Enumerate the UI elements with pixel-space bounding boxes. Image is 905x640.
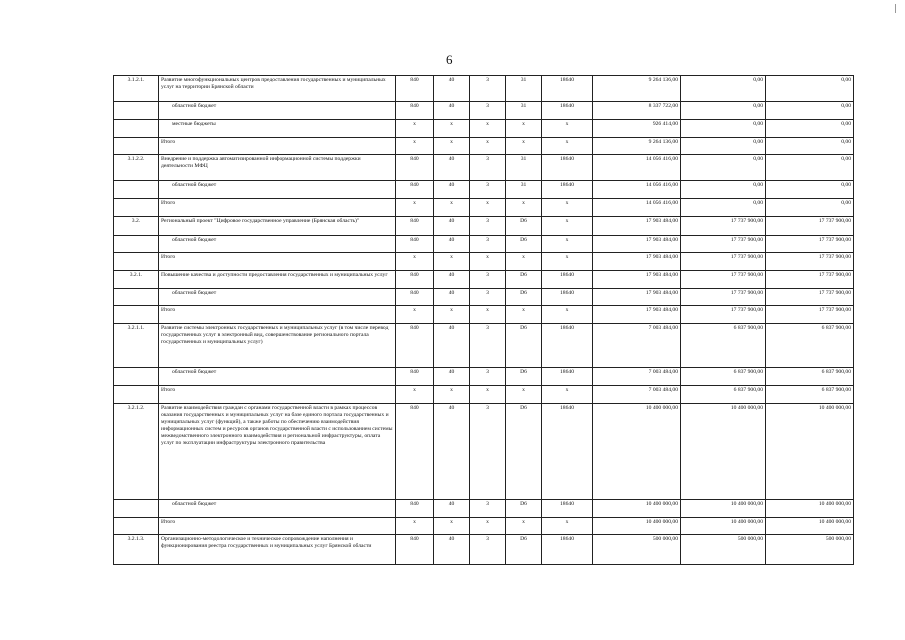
value-year-2: 0,00 <box>681 155 766 181</box>
code-subsection: 3 <box>470 217 506 236</box>
table-row <box>114 306 854 324</box>
code-subsection: 3 <box>470 155 506 181</box>
code-expense: x <box>542 120 593 138</box>
row-name: областной бюджет <box>159 181 396 199</box>
code-ministry: 840 <box>396 217 434 236</box>
value-year-1: 9 264 136,00 <box>593 138 681 155</box>
table-row <box>114 271 854 289</box>
code-subsection: 3 <box>470 181 506 199</box>
code-ministry: 840 <box>396 102 434 120</box>
code-subsection: x <box>470 199 506 217</box>
code-section: 40 <box>434 271 470 289</box>
code-ministry: 840 <box>396 535 434 565</box>
table-row <box>114 76 854 102</box>
code-subsection: x <box>470 306 506 324</box>
code-expense: x <box>542 518 593 535</box>
value-year-2: 10 400 000,00 <box>681 404 766 500</box>
code-subsection: 3 <box>470 102 506 120</box>
table-row <box>114 120 854 138</box>
table-row <box>114 138 854 155</box>
value-year-1: 9 264 136,00 <box>593 76 681 102</box>
row-number: 3.1.2.2. <box>114 155 159 181</box>
row-number: 3.2.1.3. <box>114 535 159 565</box>
scan-edge-mark <box>895 4 896 13</box>
row-number <box>114 368 159 386</box>
code-section: 40 <box>434 236 470 253</box>
value-year-1: 7 003 484,00 <box>593 324 681 368</box>
value-year-2: 10 400 000,00 <box>681 500 766 518</box>
value-year-3: 17 737 900,00 <box>766 253 854 271</box>
row-number <box>114 306 159 324</box>
code-expense: 18640 <box>542 500 593 518</box>
value-year-3: 500 000,00 <box>766 535 854 565</box>
table-row <box>114 253 854 271</box>
row-number <box>114 386 159 404</box>
row-name: Региональный проект "Цифровое государственное управление (Брянская область)" <box>159 217 396 236</box>
value-year-3: 6 837 900,00 <box>766 324 854 368</box>
code-ministry: 840 <box>396 271 434 289</box>
row-number <box>114 199 159 217</box>
code-ministry: 840 <box>396 236 434 253</box>
row-name: областной бюджет <box>159 500 396 518</box>
code-section: 40 <box>434 404 470 500</box>
row-name: Итого <box>159 253 396 271</box>
code-section: 40 <box>434 76 470 102</box>
table-row <box>114 518 854 535</box>
code-section: x <box>434 306 470 324</box>
row-name: Итого <box>159 386 396 404</box>
code-subsection: x <box>470 120 506 138</box>
row-number <box>114 500 159 518</box>
code-expense: 18640 <box>542 404 593 500</box>
value-year-2: 6 837 900,00 <box>681 386 766 404</box>
code-section: x <box>434 253 470 271</box>
value-year-3: 0,00 <box>766 120 854 138</box>
code-subsection: 3 <box>470 404 506 500</box>
value-year-3: 10 400 000,00 <box>766 500 854 518</box>
value-year-1: 14 056 416,00 <box>593 181 681 199</box>
code-subsection: 3 <box>470 76 506 102</box>
table-row <box>114 500 854 518</box>
code-expense: 18640 <box>542 368 593 386</box>
code-article: 31 <box>506 181 542 199</box>
value-year-1: 10 400 000,00 <box>593 500 681 518</box>
value-year-2: 0,00 <box>681 76 766 102</box>
value-year-1: 14 056 416,00 <box>593 199 681 217</box>
value-year-3: 10 400 000,00 <box>766 404 854 500</box>
value-year-1: 10 400 000,00 <box>593 404 681 500</box>
value-year-2: 0,00 <box>681 181 766 199</box>
row-name: областной бюджет <box>159 289 396 306</box>
value-year-3: 0,00 <box>766 155 854 181</box>
row-name: Итого <box>159 306 396 324</box>
table-row <box>114 155 854 181</box>
code-section: 40 <box>434 102 470 120</box>
budget-table <box>113 75 854 565</box>
code-ministry: x <box>396 518 434 535</box>
code-expense: 18640 <box>542 289 593 306</box>
row-name: областной бюджет <box>159 368 396 386</box>
code-ministry: x <box>396 120 434 138</box>
code-ministry: x <box>396 138 434 155</box>
code-expense: 18640 <box>542 324 593 368</box>
value-year-1: 17 903 484,00 <box>593 217 681 236</box>
row-name: местные бюджеты <box>159 120 396 138</box>
code-subsection: 3 <box>470 324 506 368</box>
code-article: x <box>506 138 542 155</box>
table-row <box>114 404 854 500</box>
table-row <box>114 324 854 368</box>
value-year-2: 0,00 <box>681 199 766 217</box>
code-subsection: 3 <box>470 271 506 289</box>
row-name: Развитие взаимодействия граждан с органами государственной власти в рамках процессов оказания государственных и муниципальных услуг на базе единого портала государственных и муниципальных услуг (функций), а также работы по обеспечению взаимодействия информационных систем и ресурсов органов государственной власти с использованием системы межведомственного электронного взаимодействия и региональной инфраструктуры, оплата услуг по эксплуатации инфраструктуры электронного правительства <box>159 404 396 500</box>
table-row <box>114 217 854 236</box>
row-number <box>114 253 159 271</box>
code-article: D6 <box>506 236 542 253</box>
table-row <box>114 368 854 386</box>
value-year-2: 17 737 900,00 <box>681 289 766 306</box>
row-number: 3.2.1.1. <box>114 324 159 368</box>
row-name: Итого <box>159 518 396 535</box>
code-expense: x <box>542 306 593 324</box>
code-section: 40 <box>434 535 470 565</box>
code-ministry: x <box>396 386 434 404</box>
code-ministry: 840 <box>396 324 434 368</box>
code-expense: 18640 <box>542 535 593 565</box>
table-row <box>114 236 854 253</box>
value-year-3: 17 737 900,00 <box>766 271 854 289</box>
row-number: 3.2.1. <box>114 271 159 289</box>
value-year-1: 7 003 484,00 <box>593 368 681 386</box>
row-name: Организационно-методологическое и техническое сопровождение наполнения и функционирования реестра государственных и муниципальных услуг Брянской области <box>159 535 396 565</box>
code-article: 31 <box>506 155 542 181</box>
code-expense: 18640 <box>542 102 593 120</box>
code-ministry: 840 <box>396 289 434 306</box>
value-year-2: 17 737 900,00 <box>681 271 766 289</box>
value-year-3: 0,00 <box>766 138 854 155</box>
code-article: D6 <box>506 324 542 368</box>
value-year-3: 6 837 900,00 <box>766 368 854 386</box>
code-article: x <box>506 386 542 404</box>
value-year-3: 0,00 <box>766 76 854 102</box>
code-section: x <box>434 199 470 217</box>
value-year-2: 0,00 <box>681 138 766 155</box>
row-name: Развитие системы электронных государственных и муниципальных услуг (в том числе перевод государственных услуг в электронный вид, совершенствование регионального портала государственных и муниципальных услуг) <box>159 324 396 368</box>
code-article: D6 <box>506 368 542 386</box>
code-section: 40 <box>434 289 470 306</box>
code-expense: 18640 <box>542 76 593 102</box>
row-number <box>114 181 159 199</box>
code-subsection: x <box>470 253 506 271</box>
table-row <box>114 386 854 404</box>
code-section: 40 <box>434 368 470 386</box>
code-article: D6 <box>506 535 542 565</box>
code-article: D6 <box>506 404 542 500</box>
code-section: 40 <box>434 155 470 181</box>
code-article: x <box>506 306 542 324</box>
value-year-3: 10 400 000,00 <box>766 518 854 535</box>
value-year-1: 8 337 722,00 <box>593 102 681 120</box>
code-ministry: 840 <box>396 181 434 199</box>
row-number <box>114 236 159 253</box>
code-subsection: x <box>470 138 506 155</box>
code-article: D6 <box>506 217 542 236</box>
table-row <box>114 289 854 306</box>
value-year-2: 17 737 900,00 <box>681 306 766 324</box>
code-article: x <box>506 253 542 271</box>
code-ministry: x <box>396 199 434 217</box>
code-expense: 18640 <box>542 181 593 199</box>
code-article: 31 <box>506 102 542 120</box>
code-expense: x <box>542 199 593 217</box>
row-number <box>114 289 159 306</box>
value-year-1: 7 003 484,00 <box>593 386 681 404</box>
row-name: Итого <box>159 199 396 217</box>
value-year-2: 10 400 000,00 <box>681 518 766 535</box>
code-section: 40 <box>434 217 470 236</box>
row-number: 3.2. <box>114 217 159 236</box>
row-number: 3.2.1.2. <box>114 404 159 500</box>
row-number <box>114 138 159 155</box>
code-subsection: 3 <box>470 368 506 386</box>
row-number: 3.1.2.1. <box>114 76 159 102</box>
code-article: 31 <box>506 76 542 102</box>
code-article: x <box>506 199 542 217</box>
table-row <box>114 535 854 565</box>
code-section: 40 <box>434 500 470 518</box>
code-article: D6 <box>506 289 542 306</box>
value-year-2: 17 737 900,00 <box>681 253 766 271</box>
value-year-3: 17 737 900,00 <box>766 306 854 324</box>
value-year-1: 926 414,00 <box>593 120 681 138</box>
code-section: 40 <box>434 181 470 199</box>
code-ministry: 840 <box>396 76 434 102</box>
value-year-1: 10 400 000,00 <box>593 518 681 535</box>
row-name: областной бюджет <box>159 236 396 253</box>
table-row <box>114 181 854 199</box>
value-year-3: 0,00 <box>766 181 854 199</box>
row-name: Развитие многофункциональных центров предоставления государственных и муниципальных услуг на территории Брянской области <box>159 76 396 102</box>
code-ministry: 840 <box>396 404 434 500</box>
code-expense: x <box>542 236 593 253</box>
value-year-3: 0,00 <box>766 199 854 217</box>
row-number <box>114 102 159 120</box>
code-expense: x <box>542 386 593 404</box>
code-section: x <box>434 518 470 535</box>
code-section: x <box>434 386 470 404</box>
value-year-1: 500 000,00 <box>593 535 681 565</box>
value-year-3: 17 737 900,00 <box>766 289 854 306</box>
table-row <box>114 199 854 217</box>
value-year-2: 0,00 <box>681 120 766 138</box>
code-expense: 18640 <box>542 271 593 289</box>
code-expense: x <box>542 217 593 236</box>
code-article: x <box>506 518 542 535</box>
row-name: Внедрение и поддержка автоматизированной информационной системы поддержки деятельности МФЦ <box>159 155 396 181</box>
table-row <box>114 102 854 120</box>
code-subsection: 3 <box>470 236 506 253</box>
page-number: 6 <box>446 52 453 67</box>
value-year-1: 14 056 416,00 <box>593 155 681 181</box>
code-section: 40 <box>434 324 470 368</box>
value-year-2: 17 737 900,00 <box>681 236 766 253</box>
code-section: x <box>434 120 470 138</box>
code-ministry: 840 <box>396 500 434 518</box>
value-year-2: 6 837 900,00 <box>681 368 766 386</box>
code-ministry: x <box>396 253 434 271</box>
value-year-2: 6 837 900,00 <box>681 324 766 368</box>
value-year-1: 17 903 484,00 <box>593 306 681 324</box>
code-ministry: x <box>396 306 434 324</box>
code-subsection: 3 <box>470 500 506 518</box>
value-year-1: 17 903 484,00 <box>593 253 681 271</box>
value-year-3: 17 737 900,00 <box>766 236 854 253</box>
code-ministry: 840 <box>396 155 434 181</box>
code-subsection: x <box>470 386 506 404</box>
value-year-2: 17 737 900,00 <box>681 217 766 236</box>
code-subsection: 3 <box>470 289 506 306</box>
value-year-3: 6 837 900,00 <box>766 386 854 404</box>
row-number <box>114 120 159 138</box>
code-article: D6 <box>506 500 542 518</box>
row-name: областной бюджет <box>159 102 396 120</box>
code-subsection: 3 <box>470 535 506 565</box>
value-year-3: 0,00 <box>766 102 854 120</box>
code-expense: x <box>542 138 593 155</box>
value-year-3: 17 737 900,00 <box>766 217 854 236</box>
code-expense: x <box>542 253 593 271</box>
value-year-1: 17 903 484,00 <box>593 271 681 289</box>
value-year-1: 17 903 484,00 <box>593 289 681 306</box>
code-expense: 18640 <box>542 155 593 181</box>
code-article: D6 <box>506 271 542 289</box>
row-name: Повышение качества и доступности предоставления государственных и муниципальных услуг <box>159 271 396 289</box>
value-year-2: 500 000,00 <box>681 535 766 565</box>
code-ministry: 840 <box>396 368 434 386</box>
code-section: x <box>434 138 470 155</box>
code-subsection: x <box>470 518 506 535</box>
row-number <box>114 518 159 535</box>
value-year-2: 0,00 <box>681 102 766 120</box>
code-article: x <box>506 120 542 138</box>
row-name: Итого <box>159 138 396 155</box>
value-year-1: 17 903 484,00 <box>593 236 681 253</box>
